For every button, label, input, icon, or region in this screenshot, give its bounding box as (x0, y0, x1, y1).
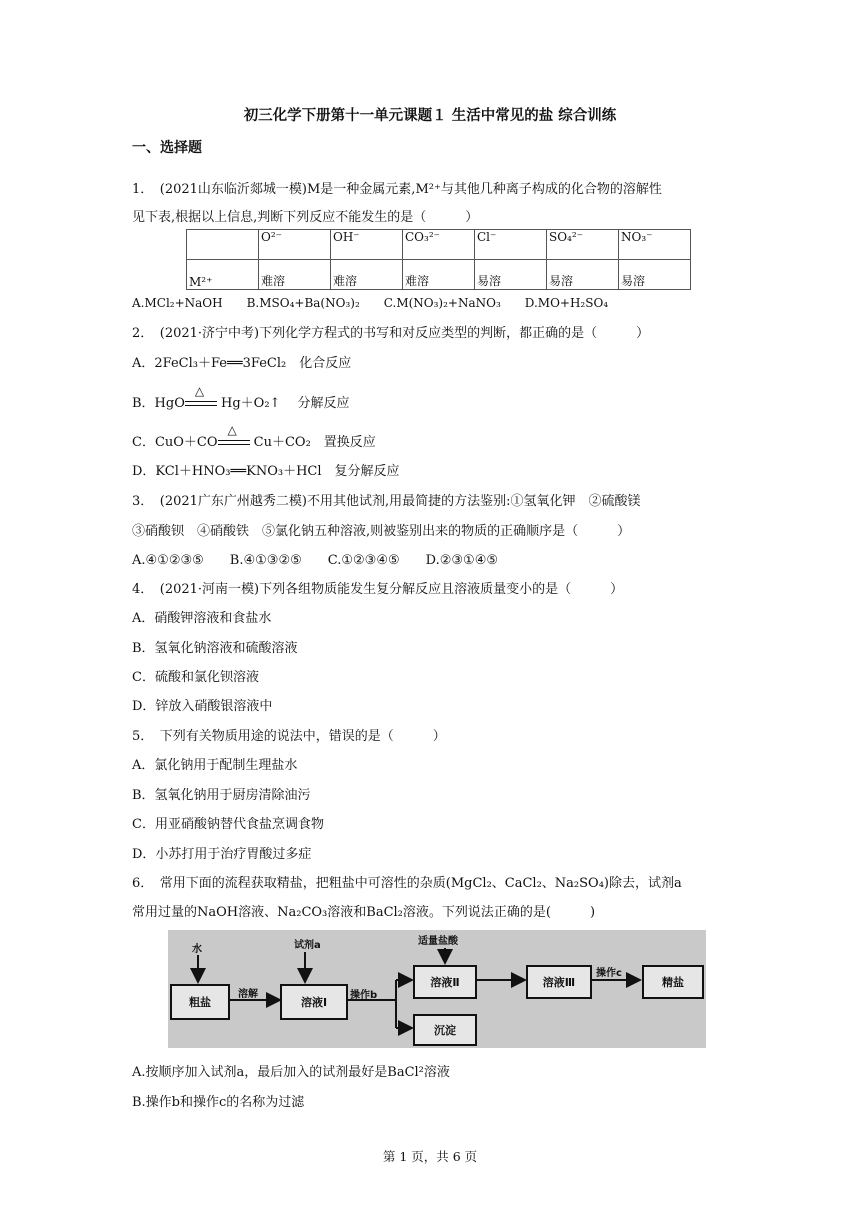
table-row (187, 260, 691, 290)
q5-option-a: A．氯化钠用于配制生理盐水 (132, 758, 298, 773)
table-row-label: M²⁺ (187, 260, 259, 290)
q2-option-c-left: C．CuO＋CO (132, 435, 218, 450)
box-fine-salt: 精盐 (642, 965, 704, 999)
table-cell: SO₄²⁻ (547, 230, 619, 260)
q4-stem: 4． (2021·河南一模)下列各组物质能发生复分解反应且溶液质量变小的是（ ） (132, 582, 624, 597)
table-cell: 易溶 (547, 260, 619, 290)
delta-symbol: △ (194, 384, 205, 398)
equals-sign (218, 440, 250, 445)
page-title: 初三化学下册第十一单元课题１ 生活中常见的盐 综合训练 (243, 107, 617, 124)
page-footer: 第 1 页，共 6 页 (382, 1149, 478, 1164)
q4-option-a: A．硝酸钾溶液和食盐水 (132, 611, 272, 626)
q5-option-b: B．氢氧化钠用于厨房清除油污 (132, 788, 311, 803)
q1-line1: 1． (2021山东临沂郯城一模)M是一种金属元素,M²⁺与其他几种离子构成的化合物的溶解性 (132, 182, 662, 197)
heat-condition (218, 423, 250, 450)
label-water: 水 (192, 944, 202, 955)
table-cell: 易溶 (475, 260, 547, 290)
q4-option-b: B．氢氧化钠溶液和硫酸溶液 (132, 641, 298, 656)
flow-diagram (168, 930, 706, 1048)
table-cell: 难溶 (259, 260, 331, 290)
q6-option-b: B.操作b和操作c的名称为过滤 (132, 1095, 305, 1110)
q3-line2: ③硝酸钡 ④硝酸铁 ⑤氯化钠五种溶液,则被鉴别出来的物质的正确顺序是（ ） (132, 524, 631, 539)
q3-options: A.④①②③⑤ B.④①③②⑤ C.①②③④⑤ D.②③①④⑤ (132, 553, 498, 568)
q2-option-c-right: Cu＋CO₂ 置换反应 (249, 435, 376, 450)
table-cell: O²⁻ (259, 230, 331, 260)
box-solution-3: 溶液Ⅲ (526, 965, 592, 999)
q2-option-c (132, 423, 376, 450)
table-cell: OH⁻ (331, 230, 403, 260)
q2-option-d: D．KCl＋HNO₃══KNO₃＋HCl 复分解反应 (132, 464, 400, 479)
heat-condition (185, 384, 217, 411)
table-header-row (187, 230, 691, 260)
table-cell: 难溶 (403, 260, 475, 290)
delta-symbol: △ (227, 423, 237, 437)
box-crude-salt: 粗盐 (170, 984, 230, 1020)
box-solution-1: 溶液Ⅰ (280, 984, 348, 1020)
equals-sign (185, 401, 217, 406)
table-cell (187, 230, 259, 260)
q5-stem: 5． 下列有关物质用途的说法中，错误的是（ ） (132, 729, 446, 744)
label-hcl: 适量盐酸 (418, 936, 458, 947)
q1-line2: 见下表,根据以上信息,判断下列反应不能发生的是（ ） (132, 210, 479, 225)
q2-option-a: A．2FeCl₃＋Fe══3FeCl₂ 化合反应 (132, 356, 352, 371)
q4-option-c: C．硫酸和氯化钡溶液 (132, 670, 259, 685)
q6-option-a: A.按顺序加入试剂a，最后加入的试剂最好是BaCl²溶液 (132, 1065, 450, 1080)
q6-line1: 6． 常用下面的流程获取精盐，把粗盐中可溶性的杂质(MgCl₂、CaCl₂、Na₂SO₄)除去，试剂a (132, 876, 682, 891)
label-op-b: 操作b (350, 990, 378, 1001)
q2-option-b-left: B．HgO (132, 396, 185, 411)
q4-option-d: D．锌放入硝酸银溶液中 (132, 699, 273, 714)
q1-options: A.MCl₂+NaOH B.MSO₄+Ba(NO₃)₂ C.M(NO₃)₂+NaNO₃ D.MO+H₂SO₄ (132, 296, 609, 310)
table-cell: Cl⁻ (475, 230, 547, 260)
solubility-table (186, 229, 691, 290)
table-cell: 难溶 (331, 260, 403, 290)
section-heading: 一、选择题 (132, 140, 202, 156)
q2-option-b-right: Hg＋O₂↑ 分解反应 (216, 396, 350, 411)
table-cell: 易溶 (619, 260, 691, 290)
q5-option-c: C．用亚硝酸钠替代食盐烹调食物 (132, 817, 324, 832)
box-solution-2: 溶液Ⅱ (413, 965, 477, 999)
q5-option-d: D．小苏打用于治疗胃酸过多症 (132, 847, 312, 862)
label-op-c: 操作c (596, 968, 622, 979)
box-precipitate: 沉淀 (413, 1014, 477, 1046)
table-cell: NO₃⁻ (619, 230, 691, 260)
q3-line1: 3． (2021广东广州越秀二模)不用其他试剂,用最简捷的方法鉴别:①氢氧化钾 ②硫酸镁 (132, 494, 641, 509)
table-cell: CO₃²⁻ (403, 230, 475, 260)
q2-stem: 2． (2021·济宁中考)下列化学方程式的书写和对反应类型的判断，都正确的是（ ） (132, 326, 650, 341)
q6-line2: 常用过量的NaOH溶液、Na₂CO₃溶液和BaCl₂溶液。下列说法正确的是( ) (132, 905, 596, 920)
label-reagent-a: 试剂a (294, 940, 321, 951)
label-dissolve: 溶解 (238, 989, 258, 1000)
q2-option-b (132, 384, 350, 411)
